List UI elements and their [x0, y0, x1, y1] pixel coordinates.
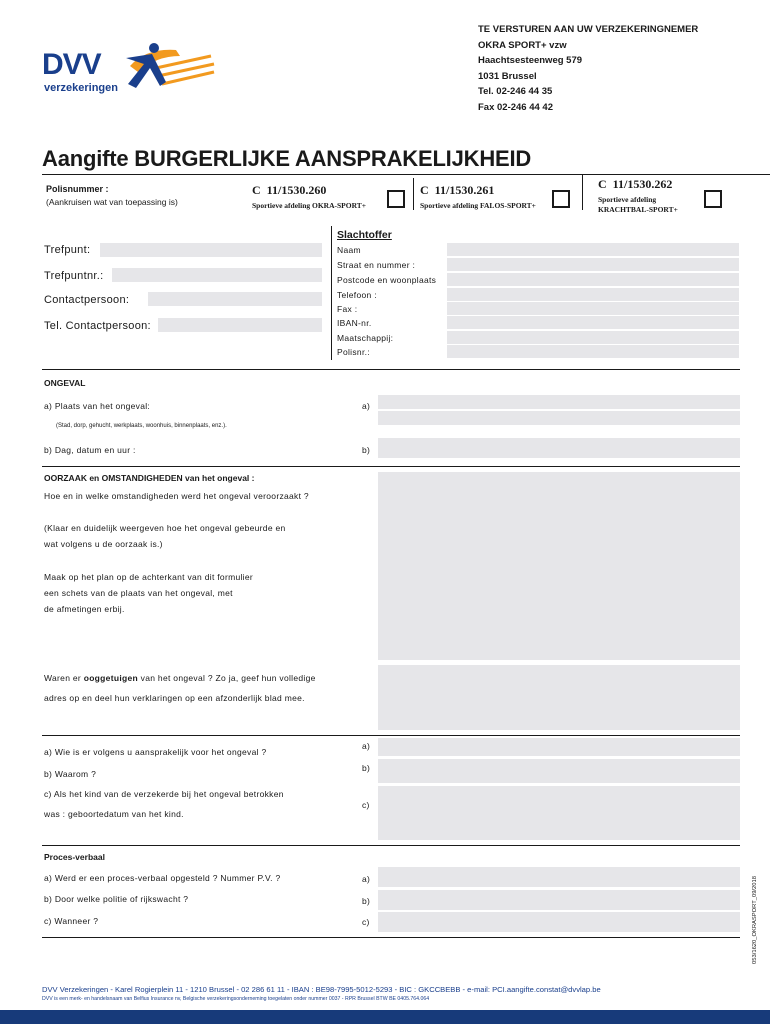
witness-text-bold: ooggetuigen	[83, 673, 138, 683]
oorzaak-sketch-2: een schets van de plaats van het ongeval, met	[44, 588, 233, 598]
pv-title: Proces-verbaal	[44, 852, 105, 862]
footer-legal: DVV is een merk- en handelsnaam van Belfius Insurance nv, Belgische verzekeringsonderneming toegelaten onder nummer 0037 - RPR Brussel BTW BE 0405.764.064	[42, 996, 430, 1002]
policy-label: Polisnummer :	[46, 184, 109, 194]
ongeval-date-marker: b)	[362, 445, 371, 455]
policy-option-260-desc: Sportieve afdeling OKRA-SPORT+	[252, 201, 367, 210]
oorzaak-instruction-1: (Klaar en duidelijk weergeven hoe het ongeval gebeurde en	[44, 523, 286, 533]
victim-policy-label: Polisnr.:	[337, 347, 370, 357]
policy-checkbox-262[interactable]	[704, 190, 722, 208]
policy-option-262-code: C 11/1530.262	[598, 177, 673, 191]
liability-marker-b: b)	[362, 763, 371, 773]
address-line: TE VERSTUREN AAN UW VERZEKERINGNEMER	[478, 24, 699, 35]
victim-phone-label: Telefoon :	[337, 290, 377, 300]
address-line: Tel. 02-246 44 35	[478, 86, 553, 97]
title-rule	[42, 174, 770, 175]
pv-marker-c: c)	[362, 917, 370, 927]
address-line: OKRA SPORT+ vzw	[478, 39, 567, 51]
victim-company-field[interactable]	[447, 331, 739, 344]
section-rule	[42, 735, 740, 736]
victim-iban-label: IBAN-nr.	[337, 318, 372, 328]
address-line: Fax 02-246 44 42	[478, 101, 554, 113]
address-line: 1031 Brussel	[478, 70, 537, 82]
trefpunt-field[interactable]	[100, 243, 322, 257]
witness-text-post: van het ongeval ? Zo ja, geef hun volledige	[138, 673, 316, 683]
pv-field-a[interactable]	[378, 867, 740, 887]
victim-postcode-field[interactable]	[447, 273, 739, 286]
witness-question-2: adres op en deel hun verklaringen op een afzonderlijk blad mee.	[44, 693, 305, 703]
oorzaak-title: OORZAAK en OMSTANDIGHEDEN van het ongeval :	[44, 473, 255, 483]
victim-company-label: Maatschappij:	[337, 333, 394, 343]
liability-question-b: b) Waarom ?	[44, 769, 97, 779]
victim-policy-field[interactable]	[447, 345, 739, 358]
victim-iban-field[interactable]	[447, 316, 739, 329]
ongeval-place-hint: (Stad, dorp, gehucht, werkplaats, woonhuis, binnenplaats, enz.).	[56, 423, 227, 429]
address-block	[478, 22, 698, 115]
logo-subtext: verzekeringen	[44, 82, 118, 94]
section-rule	[42, 845, 740, 846]
ongeval-place-marker: a)	[362, 401, 371, 411]
pv-question-b: b) Door welke politie of rijkswacht ?	[44, 894, 189, 904]
liability-field-a[interactable]	[378, 738, 740, 756]
pv-question-c: c) Wanneer ?	[44, 916, 99, 926]
trefpunt-label: Trefpunt:	[44, 244, 91, 256]
policy-sublabel: (Aankruisen wat van toepassing is)	[46, 197, 178, 207]
witness-text-pre: Waren er	[44, 673, 84, 683]
policy-divider	[582, 174, 583, 210]
policy-option-262-desc1: Sportieve afdeling	[598, 195, 657, 204]
policy-option-260-code: C 11/1530.260	[252, 183, 327, 197]
victim-divider	[331, 226, 332, 360]
ongeval-title: ONGEVAL	[44, 378, 86, 388]
ongeval-place-field-1[interactable]	[378, 395, 740, 409]
oorzaak-instruction-2: wat volgens u de oorzaak is.)	[44, 539, 163, 549]
page-title: Aangifte BURGERLIJKE AANSPRAKELIJKHEID	[42, 146, 532, 171]
pv-marker-a: a)	[362, 874, 371, 884]
liability-question-a: a) Wie is er volgens u aansprakelijk voor het ongeval ?	[44, 747, 267, 757]
ongeval-place-field-2[interactable]	[378, 411, 740, 425]
victim-street-label: Straat en nummer :	[337, 260, 416, 270]
liability-field-b[interactable]	[378, 759, 740, 783]
policy-option-262-desc2: KRACHTBAL-SPORT+	[598, 205, 678, 214]
policy-checkbox-260[interactable]	[387, 190, 405, 208]
oorzaak-field[interactable]	[378, 472, 740, 660]
dvv-logo	[42, 42, 212, 102]
address-line: Haachtsesteenweg 579	[478, 55, 583, 66]
oorzaak-sketch-3: de afmetingen erbij.	[44, 604, 125, 614]
oorzaak-question: Hoe en in welke omstandigheden werd het ongeval veroorzaakt ?	[44, 491, 309, 501]
victim-name-label: Naam	[337, 245, 361, 255]
contactpersoon-label: Contactpersoon:	[44, 294, 130, 306]
victim-fax-label: Fax :	[337, 304, 358, 314]
liability-marker-a: a)	[362, 741, 371, 751]
witness-field[interactable]	[378, 665, 740, 730]
victim-fax-field[interactable]	[447, 302, 739, 315]
victim-street-field[interactable]	[447, 258, 739, 271]
liability-field-c[interactable]	[378, 786, 740, 840]
logo-figure-icon	[116, 38, 216, 98]
footer-bar	[0, 1010, 770, 1024]
liability-marker-c: c)	[362, 800, 370, 810]
victim-title: Slachtoffer	[337, 229, 392, 241]
pv-marker-b: b)	[362, 896, 371, 906]
witness-question	[44, 673, 316, 683]
tel-contactpersoon-field[interactable]	[158, 318, 322, 332]
trefpuntnr-label: Trefpuntnr.:	[44, 270, 104, 282]
contactpersoon-field[interactable]	[148, 292, 322, 306]
victim-name-field[interactable]	[447, 243, 739, 256]
footer-address: DVV Verzekeringen - Karel Rogierplein 11 - 1210 Brussel - 02 286 61 11 - IBAN : BE98-7995-5012-5293 - BIC : GKCCBEBB - e-mail: PCI.aangifte.constat@dvvlap.be	[42, 985, 601, 994]
victim-phone-field[interactable]	[447, 288, 739, 301]
section-rule	[42, 466, 740, 467]
pv-question-a: a) Werd er een proces-verbaal opgesteld ? Nummer P.V. ?	[44, 873, 281, 883]
trefpuntnr-field[interactable]	[112, 268, 322, 282]
logo-text: DVV	[42, 48, 101, 81]
tel-contactpersoon-label: Tel. Contactpersoon:	[44, 320, 151, 332]
pv-field-c[interactable]	[378, 912, 740, 932]
oorzaak-sketch-1: Maak op het plan op de achterkant van dit formulier	[44, 572, 254, 582]
pv-field-b[interactable]	[378, 890, 740, 910]
side-form-code: 053/1620_OKRASPORT_09/2018	[752, 876, 758, 964]
ongeval-place-label: a) Plaats van het ongeval:	[44, 401, 151, 411]
policy-option-261-desc: Sportieve afdeling FALOS-SPORT+	[420, 201, 536, 210]
liability-question-c2: was : geboortedatum van het kind.	[44, 809, 184, 819]
victim-postcode-label: Postcode en woonplaats	[337, 275, 437, 285]
section-rule	[42, 369, 740, 370]
policy-option-261-code: C 11/1530.261	[420, 183, 495, 197]
liability-question-c1: c) Als het kind van de verzekerde bij het ongeval betrokken	[44, 789, 284, 799]
ongeval-date-field[interactable]	[378, 438, 740, 458]
section-rule	[42, 937, 740, 938]
policy-checkbox-261[interactable]	[552, 190, 570, 208]
ongeval-date-label: b) Dag, datum en uur :	[44, 445, 136, 455]
policy-divider	[413, 178, 414, 210]
